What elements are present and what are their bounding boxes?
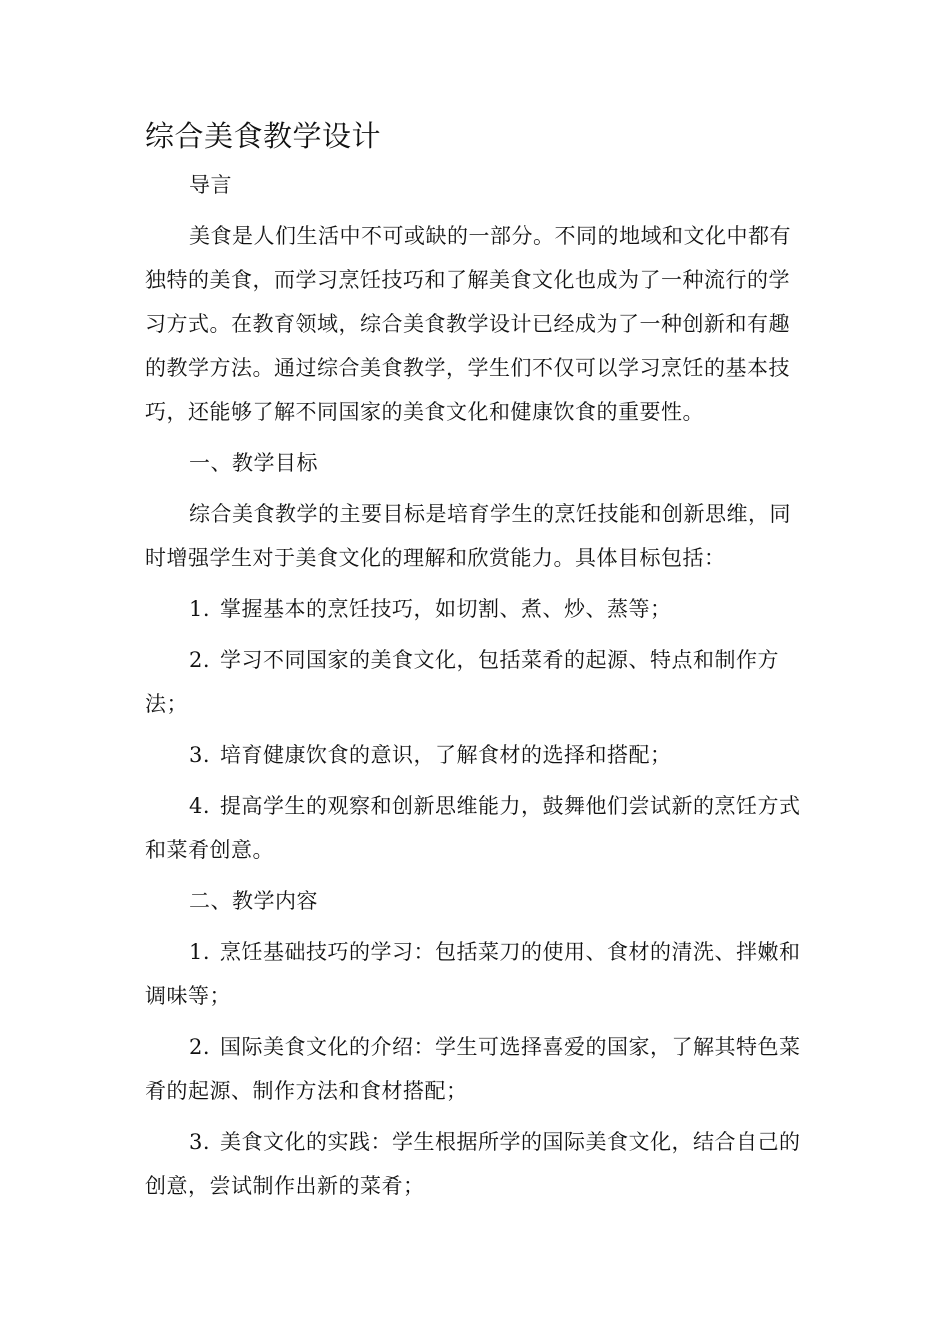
goals-paragraph: 综合美食教学的主要目标是培育学生的烹饪技能和创新思维，同时增强学生对于美食文化的理解和欣赏能力。具体目标包括： — [145, 502, 791, 570]
content-item-3 — [145, 1120, 807, 1208]
section-heading-content: 二、教学内容 — [189, 889, 318, 913]
goal-item-text: 提高学生的观察和创新思维能力，鼓舞他们尝试新的烹饪方式和菜肴创意。 — [145, 794, 801, 862]
content-item-number: 2. — [189, 1035, 211, 1059]
goal-item-number: 1. — [189, 597, 211, 621]
goal-item-text: 掌握基本的烹饪技巧，如切割、煮、炒、蒸等； — [220, 597, 672, 621]
goal-item-text: 学习不同国家的美食文化，包括菜肴的起源、特点和制作方法； — [145, 648, 780, 716]
goal-item-4 — [145, 784, 807, 872]
goal-item-text: 培育健康饮食的意识，了解食材的选择和搭配； — [220, 743, 672, 767]
intro-paragraph: 美食是人们生活中不可或缺的一部分。不同的地域和文化中都有独特的美食，而学习烹饪技巧和了解美食文化也成为了一种流行的学习方式。在教育领域，综合美食教学设计已经成为了一种创新和有趣的教学方法。通过综合美食教学，学生们不仅可以学习烹饪的基本技巧，还能够了解不同国家的美食文化和健康饮食的重要性。 — [145, 224, 791, 424]
content-item-1 — [145, 930, 807, 1018]
document-title: 综合美食教学设计 — [145, 119, 382, 153]
goal-item-3 — [145, 733, 807, 777]
content-item-number: 3. — [189, 1130, 211, 1154]
goal-item-number: 4. — [189, 794, 211, 818]
document-body — [145, 163, 807, 1215]
content-item-text: 国际美食文化的介绍：学生可选择喜爱的国家，了解其特色菜肴的起源、制作方法和食材搭配； — [145, 1035, 801, 1103]
content-item-2 — [145, 1025, 807, 1113]
content-item-text: 美食文化的实践：学生根据所学的国际美食文化，结合自己的创意，尝试制作出新的菜肴； — [145, 1130, 801, 1198]
section-heading-goals: 一、教学目标 — [189, 451, 318, 475]
goal-item-number: 2. — [189, 648, 211, 672]
goal-item-1 — [145, 587, 807, 631]
content-item-number: 1. — [189, 940, 211, 964]
intro-heading: 导言 — [189, 173, 232, 197]
goal-item-2 — [145, 638, 807, 726]
content-item-text: 烹饪基础技巧的学习：包括菜刀的使用、食材的清洗、拌嫩和调味等； — [145, 940, 801, 1008]
goal-item-number: 3. — [189, 743, 211, 767]
